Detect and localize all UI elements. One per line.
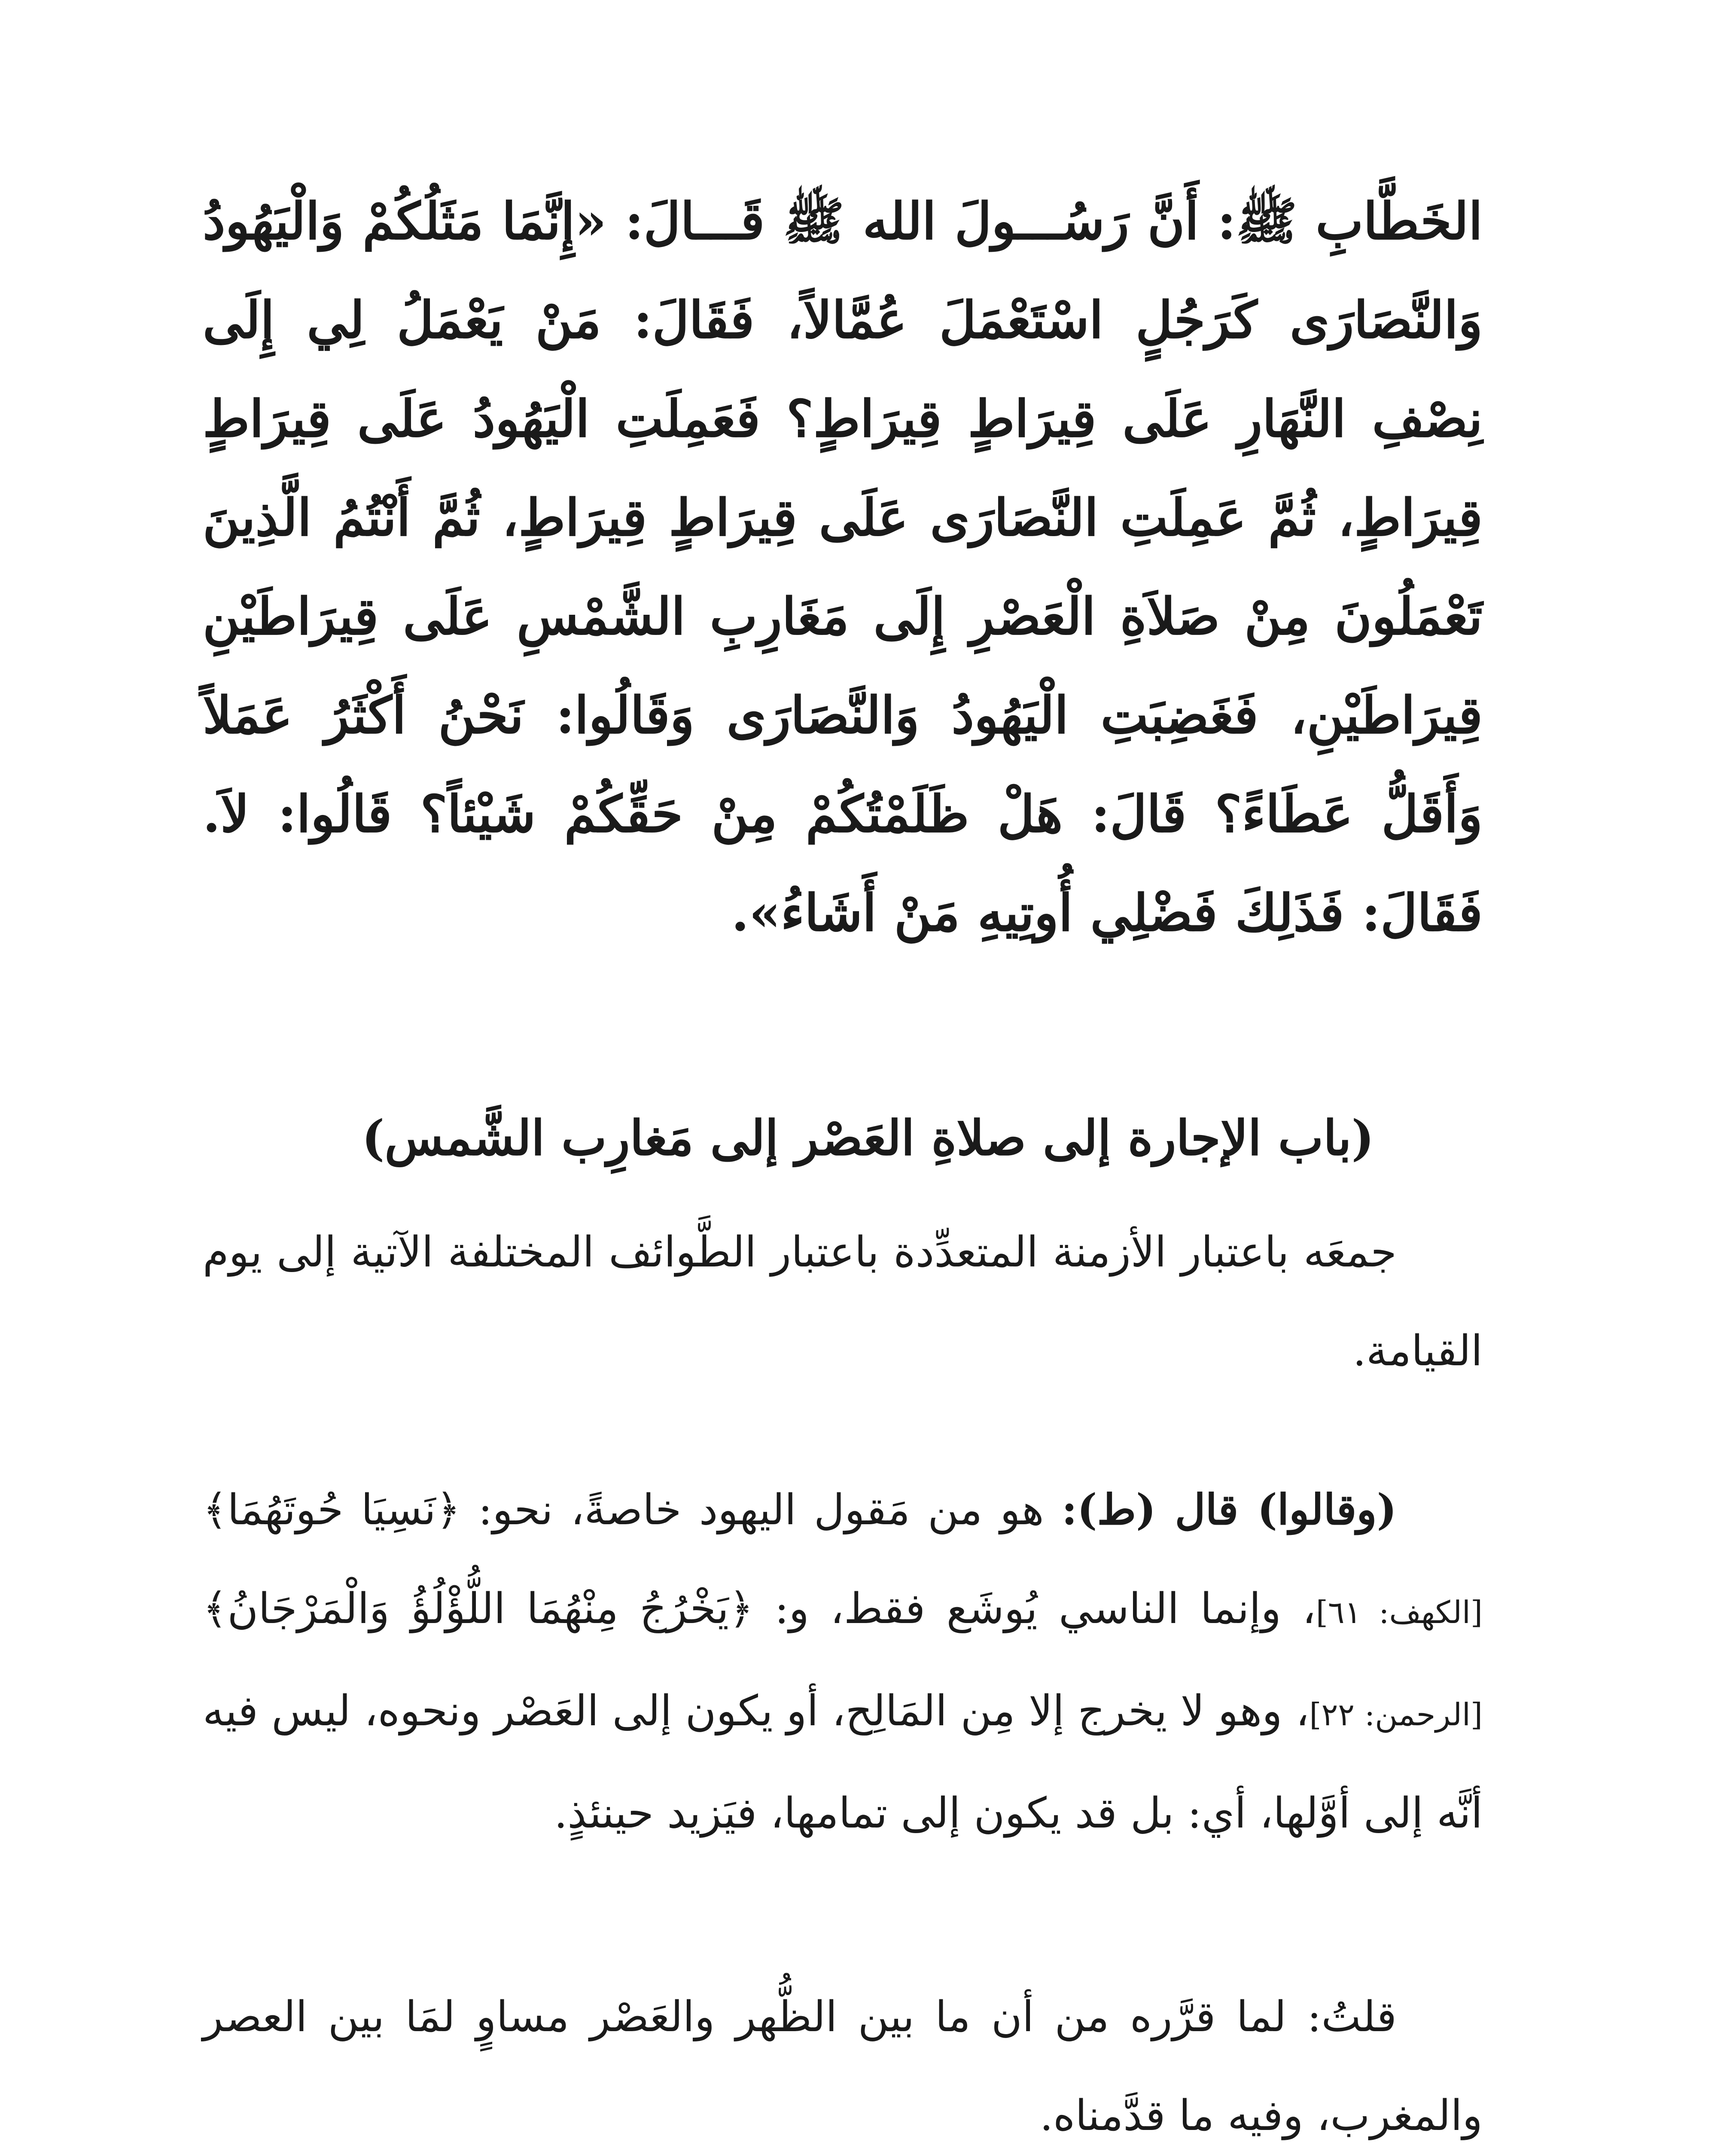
commentary-text-2a: هو من مَقول اليهود خاصةً، نحو: ﴿نَسِيَا حُوتَهُمَا﴾ [203,1486,1062,1535]
hadith-paragraph: الخَطَّابِ ﷺ: أَنَّ رَسُـــولَ الله ﷺ قَـــالَ: «إِنَّمَا مَثَلُكُمْ وَالْيَهُودُ وَالنَّصَارَى كَرَجُلٍ اسْتَعْمَلَ عُمَّالاً، فَقَالَ: مَنْ يَعْمَلُ لِي إِلَى نِصْفِ النَّهَارِ عَلَى قِيرَاطٍ قِيرَاطٍ؟ فَعَمِلَتِ الْيَهُودُ عَلَى قِيرَاطٍ قِيرَاطٍ، ثُمَّ عَمِلَتِ النَّصَارَى عَلَى قِيرَاطٍ قِيرَاطٍ، ثُمَّ أَنْتُمُ الَّذِينَ تَعْمَلُونَ مِنْ صَلاَةِ الْعَصْرِ إِلَى مَغَارِبِ الشَّمْسِ عَلَى قِيرَاطَيْنِ قِيرَاطَيْنِ، فَغَضِبَتِ الْيَهُودُ وَالنَّصَارَى وَقَالُوا: نَحْنُ أَكْثَرُ عَمَلاً وَأَقَلُّ عَطَاءً؟ قَالَ: هَلْ ظَلَمْتُكُمْ مِنْ حَقِّكُمْ شَيْئاً؟ قَالُوا: لاَ. فَقَالَ: فَذَلِكَ فَضْلِي أُوتِيهِ مَنْ أَشَاءُ». [203,191,1483,943]
commentary-text-1: جمعَه باعتبار الأزمنة المتعدِّدة باعتبار الطَّوائف المختلفة الآتية إلى يوم القيامة. [203,1228,1483,1376]
commentary-text-3: قلتُ: لما قرَّره من أن ما بين الظُّهر والعَصْر مساوٍ لمَا بين العصر والمغرب، وفيه ما قدَّمناه. [203,1992,1483,2140]
chapter-heading: (باب الإجارة إلى صلاةِ العَصْر إلى مَغارِب الشَّمس) [362,1110,1374,1166]
hadith-text-block [203,172,1483,962]
quran-reference-rahman: [الرحمن: ٢٢] [1309,1696,1483,1733]
commentary-paragraph-2 [203,1461,1483,1863]
commentary-paragraph-3 [203,1968,1483,2148]
commentary-text-2 [203,1461,1483,1863]
commentary-lemma: (وقالوا) قال (ط): [1061,1485,1397,1535]
commentary-paragraph-1 [203,1203,1483,1400]
commentary-text-2b: ، وإنما الناسي يُوشَع فقط، و: ﴿يَخْرُجُ مِنْهُمَا اللُّؤْلُؤُ وَالْمَرْجَانُ﴾ [203,1584,1316,1633]
commentary-text-2c: ، وهو لا يخرج إلا مِن المَالِح، أو يكون إلى العَصْر ونحوه، ليس فيه أنَّه إلى أوَّلها، أي: بل قد يكون إلى تمامها، فيَزيد حينئذٍ. [203,1687,1483,1838]
quran-reference-kahf: [الكهف: ٦١] [1316,1594,1483,1630]
